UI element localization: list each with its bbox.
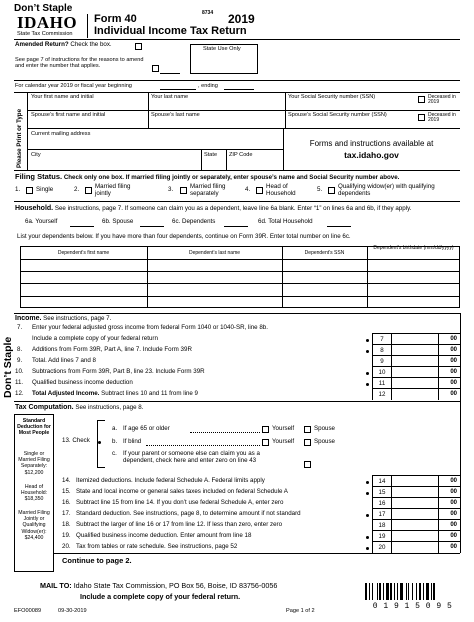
bullet-marker (366, 372, 369, 375)
line-19-num: 19. (62, 532, 71, 539)
ssn-label: Your Social Security number (SSN) (288, 94, 376, 100)
std-mfj: Married Filing Jointly or Qualifying Widow(er): $24,400 (18, 510, 50, 541)
box-17-label: 17 (378, 511, 386, 518)
amended-instructions: See page 7 of instructions for the reasons to amend and enter the number that applies. (15, 57, 144, 70)
amended-checkbox[interactable] (135, 43, 142, 50)
spouse-deceased-checkbox[interactable] (418, 114, 425, 121)
barcode-bar (386, 583, 389, 600)
first-name-label: Your first name and initial (31, 94, 94, 100)
line-13a-yourself-label: Yourself (272, 425, 295, 432)
line-6a-field[interactable] (70, 226, 94, 227)
barcode-bar (397, 583, 398, 600)
barcode-bar (369, 583, 370, 600)
box-7-label: 7 (380, 336, 384, 343)
line-15-text: State and local income or general sales taxes included on federal Schedule A (76, 488, 288, 495)
line-8-num: 8. (17, 346, 23, 353)
bullet-marker (366, 547, 369, 550)
line-13b-spouse-label: Spouse (314, 438, 335, 445)
box-11-label: 11 (378, 380, 386, 387)
line-13-bracket (97, 420, 105, 468)
barcode-bar (433, 583, 435, 600)
filing-status-2-num: 2. (74, 186, 80, 193)
line-11-text: Qualified business income deduction (32, 379, 133, 386)
filing-status-single-checkbox[interactable] (26, 187, 33, 194)
line-12-amount[interactable] (391, 388, 438, 399)
side-dont-staple: Don’t Staple (2, 336, 14, 398)
barcode-bar (426, 583, 429, 600)
box-18-label: 18 (378, 522, 386, 529)
bullet-marker (366, 481, 369, 484)
deceased-checkbox[interactable] (418, 96, 425, 103)
divider (367, 246, 368, 308)
spouse-last-name-label: Spouse’s last name (151, 112, 200, 118)
include-federal-return: Include a complete copy of your federal return. (80, 592, 241, 601)
divider (460, 401, 461, 553)
line-14-amount[interactable] (391, 475, 438, 486)
barcode-bar (383, 583, 384, 600)
line-6d-label: 6d. Total Household (258, 218, 313, 225)
line-13c-checkbox[interactable] (304, 461, 311, 468)
line-15-cents: 00 (450, 489, 457, 495)
line-11-num: 11. (15, 379, 24, 386)
bullet-marker (366, 492, 369, 495)
rule (146, 445, 260, 446)
rule (14, 401, 460, 402)
barcode-bar (431, 583, 432, 600)
line-18-text: Subtract the larger of line 16 or 17 from line 12. If less than zero, enter zero (76, 521, 283, 528)
zip-label: ZIP Code (229, 152, 253, 158)
barcode-bar (379, 583, 381, 600)
line-8-text: Additions from Form 39R, Part A, line 7. Include Form 39R (32, 346, 192, 353)
rule (54, 553, 460, 554)
amended-reason-field[interactable] (160, 73, 180, 74)
line-14-text: Itemized deductions. Include federal Schedule A. Federal limits apply (76, 477, 265, 484)
address-label: Current mailing address (31, 131, 91, 137)
mail-to-line: MAIL TO: Idaho State Tax Commission, PO Box 56, Boise, ID 83756-0056 (40, 581, 278, 590)
form-code: 8734 (202, 10, 214, 16)
line-6b-label: 6b. Spouse (102, 218, 134, 225)
bullet-marker (366, 514, 369, 517)
bullet-marker (98, 441, 101, 444)
filing-status-qw-checkbox[interactable] (328, 187, 335, 194)
line-17-amount[interactable] (391, 508, 438, 519)
line-13a-spouse-label: Spouse (314, 425, 335, 432)
line-10-amount[interactable] (391, 366, 438, 377)
dep-col-ssn: Dependent’s SSN (304, 250, 345, 256)
divider (460, 313, 461, 401)
filing-status-1-num: 1. (15, 186, 21, 193)
line-6c-field[interactable] (224, 226, 248, 227)
line-13b-yourself-label: Yourself (272, 438, 295, 445)
line-13b-text: If blind (123, 438, 142, 445)
filing-status-single-label: Single (36, 186, 54, 193)
filing-status-5-num: 5. (317, 186, 323, 193)
line-20-text: Tax from tables or rate schedule. See instructions, page 52 (76, 543, 238, 550)
line-19-cents: 00 (450, 533, 457, 539)
barcode (365, 583, 460, 600)
barcode-bar (390, 583, 392, 600)
barcode-digits: 0 1 9 1 5 0 9 5 (372, 602, 453, 611)
bullet-marker (366, 536, 369, 539)
line-10-cents: 00 (450, 369, 457, 375)
line-6d-field[interactable] (327, 226, 351, 227)
line-13b-spouse-checkbox[interactable] (304, 439, 311, 446)
header-divider (87, 14, 88, 38)
print-type-label: Please Print or Type (16, 108, 23, 168)
line-10-num: 10. (15, 368, 24, 375)
amended-label: Amended Return? Check the box. (15, 41, 112, 48)
std-deduction-title: Standard Deduction for Most People (17, 418, 51, 437)
filing-status-3-num: 3. (168, 186, 174, 193)
rule (14, 201, 460, 202)
amended-reason-marker (152, 65, 159, 72)
barcode-bar (419, 583, 421, 600)
line-14-cents: 00 (450, 478, 457, 484)
line-19-text: Qualified business income deduction. Enter amount from line 18 (76, 532, 252, 539)
city-label: City (31, 152, 41, 158)
idaho-logo: IDAHO (17, 13, 78, 32)
box-15-label: 15 (378, 489, 386, 496)
divider (226, 149, 227, 170)
line-16-amount[interactable] (391, 497, 438, 508)
line-15-num: 15. (62, 488, 71, 495)
divider (147, 246, 148, 308)
spouse-first-name-label: Spouse’s first name and initial (31, 112, 106, 118)
form-id: EFO00089 (14, 608, 42, 614)
line-16-cents: 00 (450, 500, 457, 506)
line-9-num: 9. (17, 357, 23, 364)
line-20-num: 20. (62, 543, 71, 550)
line-13c-text: If your parent or someone else can claim you as a dependent, check here and enter zero on line 43 (123, 450, 260, 464)
line-8-cents: 00 (450, 347, 457, 353)
line-9-amount[interactable] (391, 355, 438, 366)
dep-col-birthdate: Dependent’s birthdate (mm/dd/yyyy) (373, 245, 454, 251)
line-18-amount[interactable] (391, 519, 438, 530)
fiscal-ending-label: , ending (198, 83, 218, 89)
bullet-marker (366, 339, 369, 342)
line-13b-yourself-checkbox[interactable] (262, 439, 269, 446)
fiscal-begin-field[interactable] (160, 89, 196, 90)
dependents-instruction: List your dependents below. If you have more than four dependents, continue on Form 39R. Enter total number on line 6c. (17, 233, 351, 240)
divider (201, 149, 202, 170)
bullet-marker (366, 350, 369, 353)
barcode-bar (412, 583, 413, 600)
box-10-label: 10 (378, 369, 386, 376)
barcode-bar (408, 583, 409, 600)
agency-name: State Tax Commission (17, 31, 73, 37)
line-15-amount[interactable] (391, 486, 438, 497)
line-11-amount[interactable] (391, 377, 438, 388)
line-10-text: Subtractions from Form 39R, Part B, line 23. Include Form 39R (32, 368, 205, 375)
form-date: 09-30-2019 (58, 608, 87, 614)
filing-status-hoh-label: Head of Household (266, 183, 296, 197)
filing-status-hoh-checkbox[interactable] (256, 187, 263, 194)
bullet-marker (366, 383, 369, 386)
dep-col-first: Dependent’s first name (57, 250, 110, 256)
household-heading: Household. See instructions, page 7. If someone can claim you as a dependent, leave line 6a blank. Enter “1” on lines 6a and 6b, if they apply. (15, 205, 412, 212)
line-18-num: 18. (62, 521, 71, 528)
filing-status-mfj-checkbox[interactable] (85, 187, 92, 194)
line-17-num: 17. (62, 510, 71, 517)
divider (282, 246, 283, 308)
line-13b-letter: b. (112, 438, 118, 445)
forms-available-text: Forms and instructions available at (309, 139, 434, 148)
rule (27, 128, 460, 129)
line-8-amount[interactable] (391, 344, 438, 355)
barcode-bar (400, 583, 403, 600)
rule (190, 432, 260, 433)
line-13a-letter: a. (112, 425, 118, 432)
line-6b-field[interactable] (140, 226, 164, 227)
rule (14, 80, 460, 81)
line-9-text: Total. Add lines 7 and 8 (32, 357, 96, 364)
filing-status-qw-label: Qualifying widow(er) with qualifying dependents (338, 183, 435, 197)
line-6a-label: 6a. Yourself (25, 218, 58, 225)
box-16-label: 16 (378, 500, 386, 507)
rule (14, 39, 460, 40)
line-6c-label: 6c. Dependents (172, 218, 216, 225)
barcode-bar (423, 583, 424, 600)
line-12-num: 12. (15, 390, 24, 397)
line-13a-spouse-checkbox[interactable] (304, 426, 311, 433)
box-14-label: 14 (378, 478, 386, 485)
line-13-label: 13. Check (62, 437, 90, 444)
dependent-row[interactable] (20, 259, 460, 260)
dont-staple-label: Don’t Staple (14, 3, 73, 14)
line-13c-letter: c. (112, 450, 117, 457)
deceased-label: Deceased in 2019 (428, 94, 456, 106)
barcode-bar (377, 583, 378, 600)
dependent-row[interactable] (20, 283, 460, 284)
line-11-cents: 00 (450, 380, 457, 386)
line-12-text: Total Adjusted Income. Subtract lines 10 and 11 from line 9 (32, 390, 198, 397)
filing-status-4-num: 4. (245, 186, 251, 193)
income-heading: Income. See instructions, page 7. (15, 315, 112, 322)
line-13a-text: If age 65 or older (123, 425, 170, 432)
rule (27, 110, 460, 111)
state-use-label: State Use Only (203, 46, 241, 52)
form-title: Individual Income Tax Return (94, 25, 247, 37)
continue-page-2: Continue to page 2. (62, 556, 132, 565)
line-18-cents: 00 (450, 522, 457, 528)
filing-status-heading: Filing Status. Check only one box. If married filing jointly or separately, enter spouse’s name and Social Security number above. (15, 172, 400, 181)
std-hoh: Head of Household: $18,350 (20, 484, 48, 503)
divider (283, 128, 284, 170)
form-year: 2019 (228, 12, 255, 26)
line-14-num: 14. (62, 477, 71, 484)
line-7-text2: Include a complete copy of your federal return (32, 335, 158, 342)
tax-computation-heading: Tax Computation. See instructions, page 8. (15, 404, 144, 411)
line-19-amount[interactable] (391, 530, 438, 541)
line-17-text: Standard deduction. See instructions, page 8, to determine amount if not standard (76, 510, 301, 517)
barcode-bar (416, 583, 417, 600)
dep-col-last: Dependent’s last name (188, 250, 241, 256)
page-number: Page 1 of 2 (286, 608, 315, 614)
state-label: State (204, 152, 218, 158)
line-7-num: 7. (17, 324, 23, 331)
last-name-label: Your last name (151, 94, 189, 100)
spouse-deceased-label: Deceased in 2019 (428, 112, 456, 124)
website-link[interactable]: tax.idaho.gov (344, 150, 399, 160)
rule (14, 170, 460, 171)
line-13a-yourself-checkbox[interactable] (262, 426, 269, 433)
rule (27, 149, 283, 150)
fiscal-year-label: For calendar year 2019 or fiscal year beginning (15, 83, 132, 89)
line-16-num: 16. (62, 499, 71, 506)
barcode-bar (365, 583, 367, 600)
filing-status-mfs-label: Married filing separately (190, 183, 226, 197)
box-9-label: 9 (380, 358, 384, 365)
rule (14, 92, 460, 93)
barcode-bar (394, 583, 395, 600)
line-17-cents: 00 (450, 511, 457, 517)
fiscal-end-field[interactable] (224, 89, 254, 90)
box-12-label: 12 (378, 391, 386, 398)
form-number: Form 40 (94, 13, 137, 25)
side-divider (27, 92, 28, 170)
line-20-cents: 00 (450, 544, 457, 550)
box-8-label: 8 (380, 347, 384, 354)
line-9-cents: 00 (450, 358, 457, 364)
line-20-amount[interactable] (391, 541, 438, 552)
box-19-label: 19 (378, 533, 386, 540)
barcode-bar (372, 583, 373, 600)
dependent-row[interactable] (20, 271, 460, 272)
rule (14, 313, 460, 314)
filing-status-mfj-label: Married filing jointly (95, 183, 131, 197)
line-7-cents: 00 (450, 336, 457, 342)
std-single: Single or Married Filing Separately: $12,200 (18, 451, 50, 476)
barcode-bar (406, 583, 407, 600)
line-12-cents: 00 (450, 391, 457, 397)
filing-status-mfs-checkbox[interactable] (180, 187, 187, 194)
dependent-row[interactable] (20, 296, 460, 297)
line-7-amount[interactable] (391, 333, 438, 344)
line-7-text: Enter your federal adjusted gross income from federal Form 1040 or 1040-SR, line 8b. (32, 324, 268, 331)
line-16-text: Subtract line 15 from line 14. If you don’t use federal Schedule A, enter zero (76, 499, 284, 506)
box-20-label: 20 (378, 544, 386, 551)
spouse-ssn-label: Spouse’s Social Security number (SSN) (288, 112, 387, 118)
